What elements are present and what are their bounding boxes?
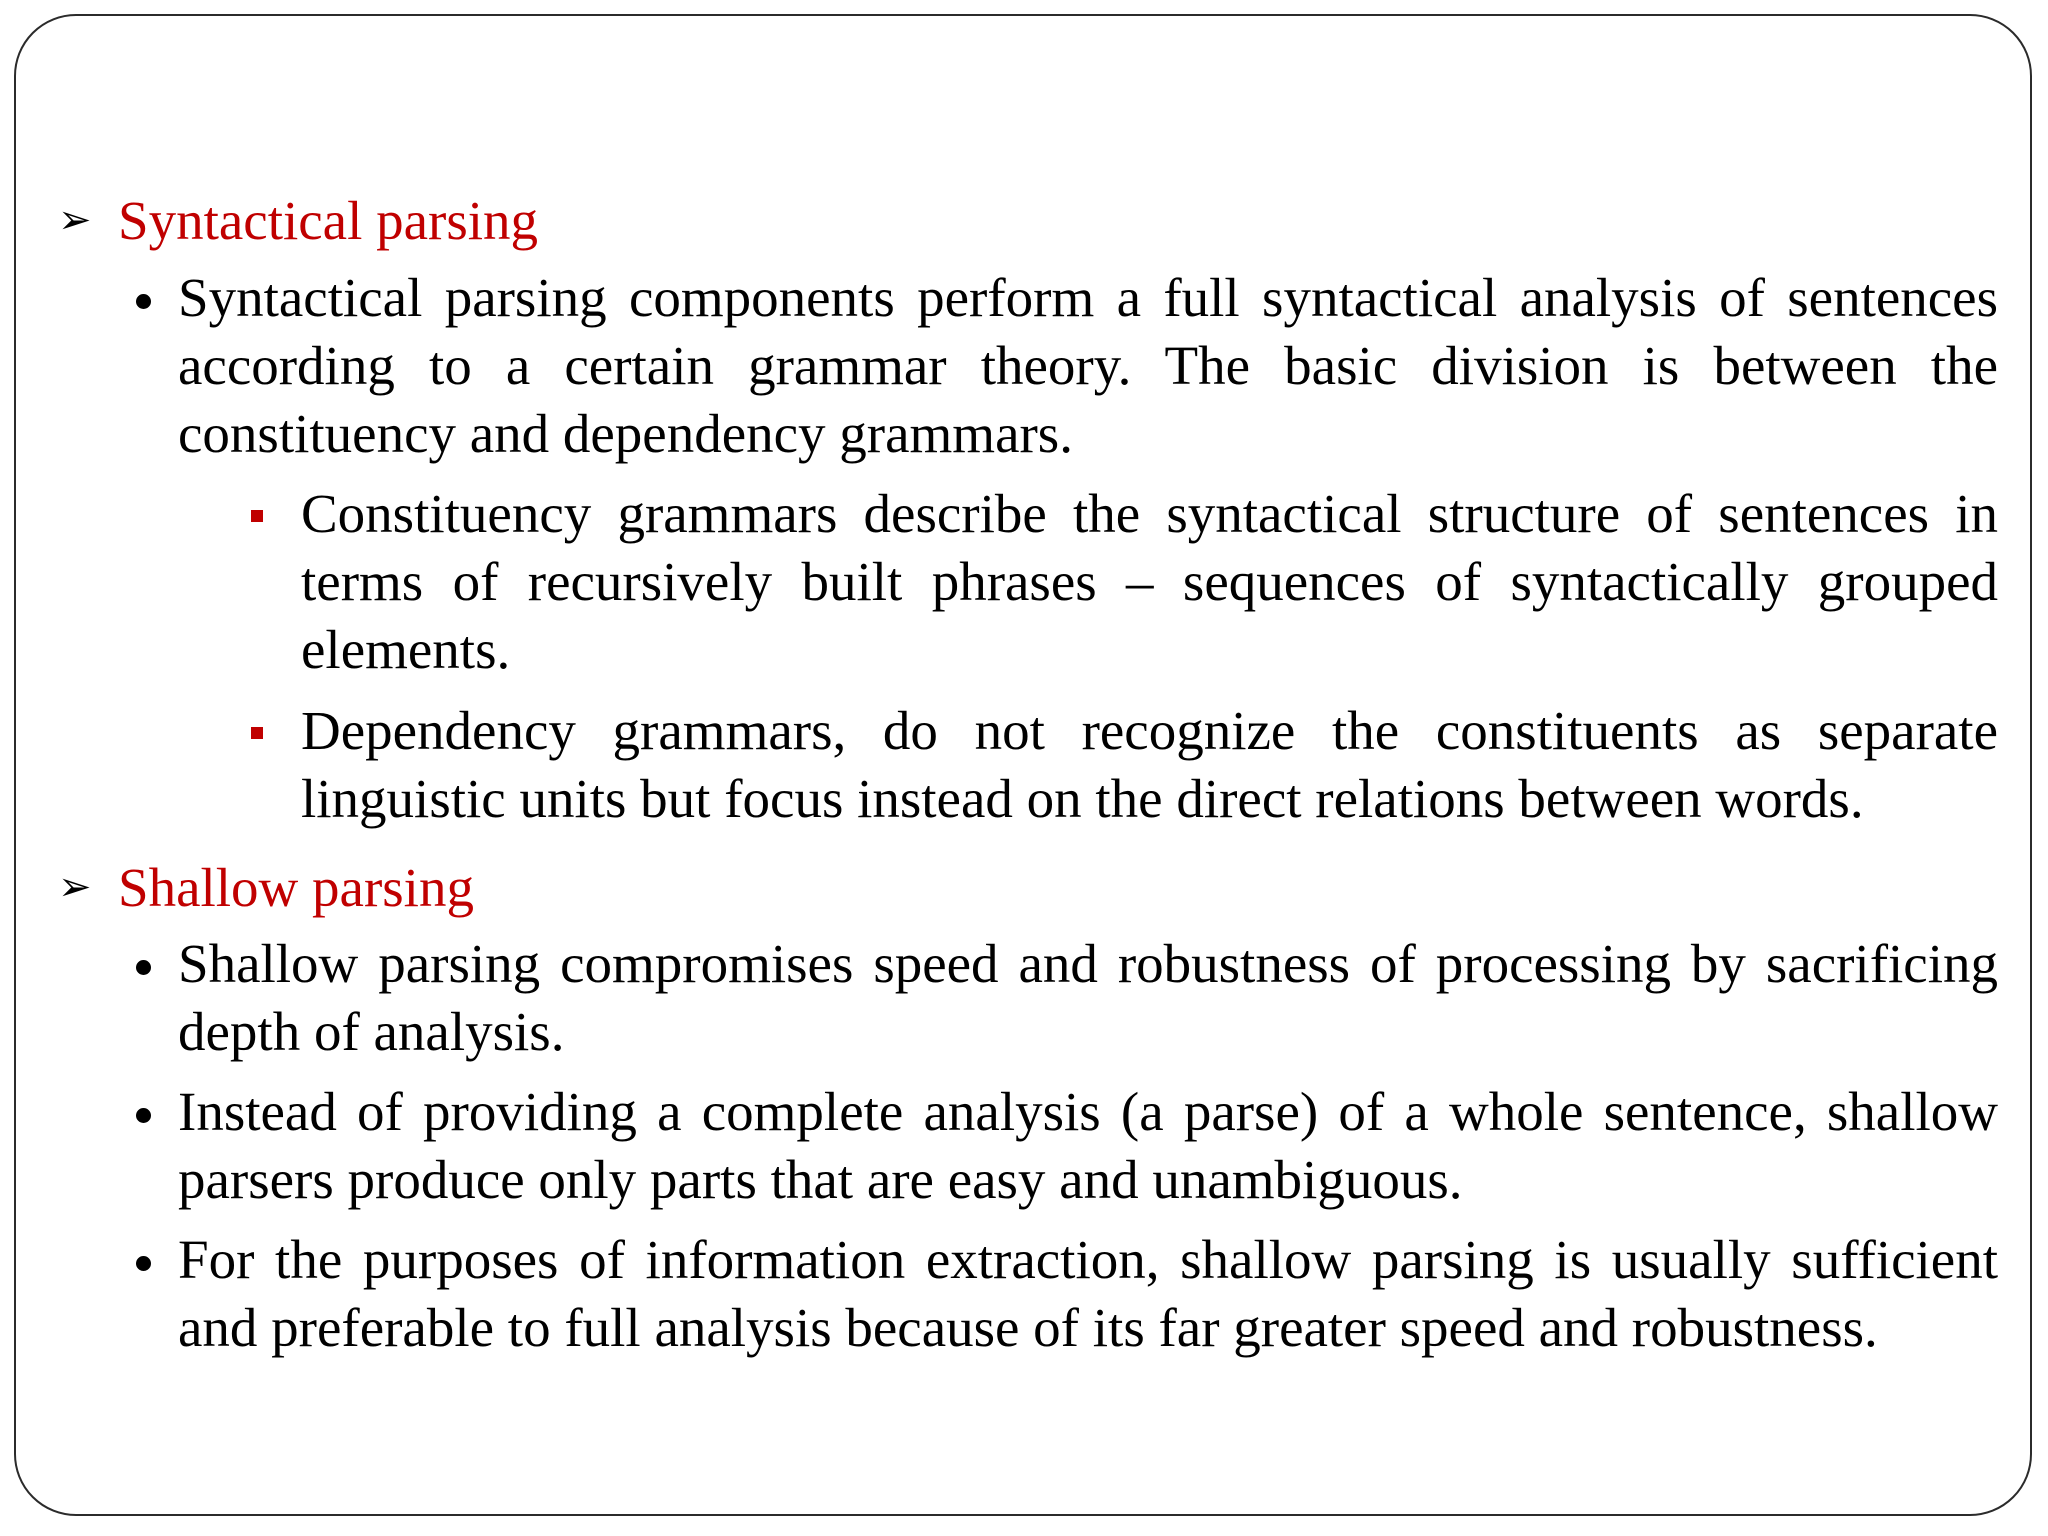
bullet-instead-of-complete-analysis <box>178 1078 1998 1214</box>
sub-bullet-text: Dependency grammars, do not recognize the constituents as separate linguistic units but focus instead on the direct relations between words. <box>301 700 1998 829</box>
bullet-text: Shallow parsing compromises speed and robustness of processing by sacrificing depth of analysis. <box>178 933 1998 1062</box>
heading-text: Shallow parsing <box>118 857 474 918</box>
square-bullet-icon <box>251 480 263 548</box>
bullet-text: For the purposes of information extraction, shallow parsing is usually sufficient and preferable to full analysis because of its far greater speed and robustness. <box>178 1229 1998 1358</box>
square-bullet-icon <box>251 697 263 765</box>
round-bullet-icon <box>136 1226 151 1294</box>
sub-bullet-dependency-grammars <box>301 697 1998 833</box>
heading-shallow-parsing <box>58 853 474 922</box>
bullet-information-extraction <box>178 1226 1998 1362</box>
bullet-shallow-parsing-compromises <box>178 930 1998 1066</box>
round-bullet-icon <box>136 930 151 998</box>
arrowhead-bullet-icon: ➢ <box>58 197 92 243</box>
round-bullet-icon <box>136 1078 151 1146</box>
heading-syntactical-parsing <box>58 186 538 255</box>
sub-bullet-text: Constituency grammars describe the syntactical structure of sentences in terms of recursively built phrases – sequences of syntactically grouped elements. <box>301 483 1998 680</box>
round-bullet-icon <box>136 264 151 332</box>
bullet-syntactical-parsing-components <box>178 264 1998 468</box>
heading-text: Syntactical parsing <box>118 190 539 251</box>
arrowhead-bullet-icon: ➢ <box>58 864 92 910</box>
bullet-text: Instead of providing a complete analysis (a parse) of a whole sentence, shallow parsers produce only parts that are easy and unambiguous. <box>178 1081 1998 1210</box>
bullet-text: Syntactical parsing components perform a full syntactical analysis of sentences according to a certain grammar theory. The basic division is between the constituency and dependency grammars. <box>178 267 1998 464</box>
sub-bullet-constituency-grammars <box>301 480 1998 684</box>
